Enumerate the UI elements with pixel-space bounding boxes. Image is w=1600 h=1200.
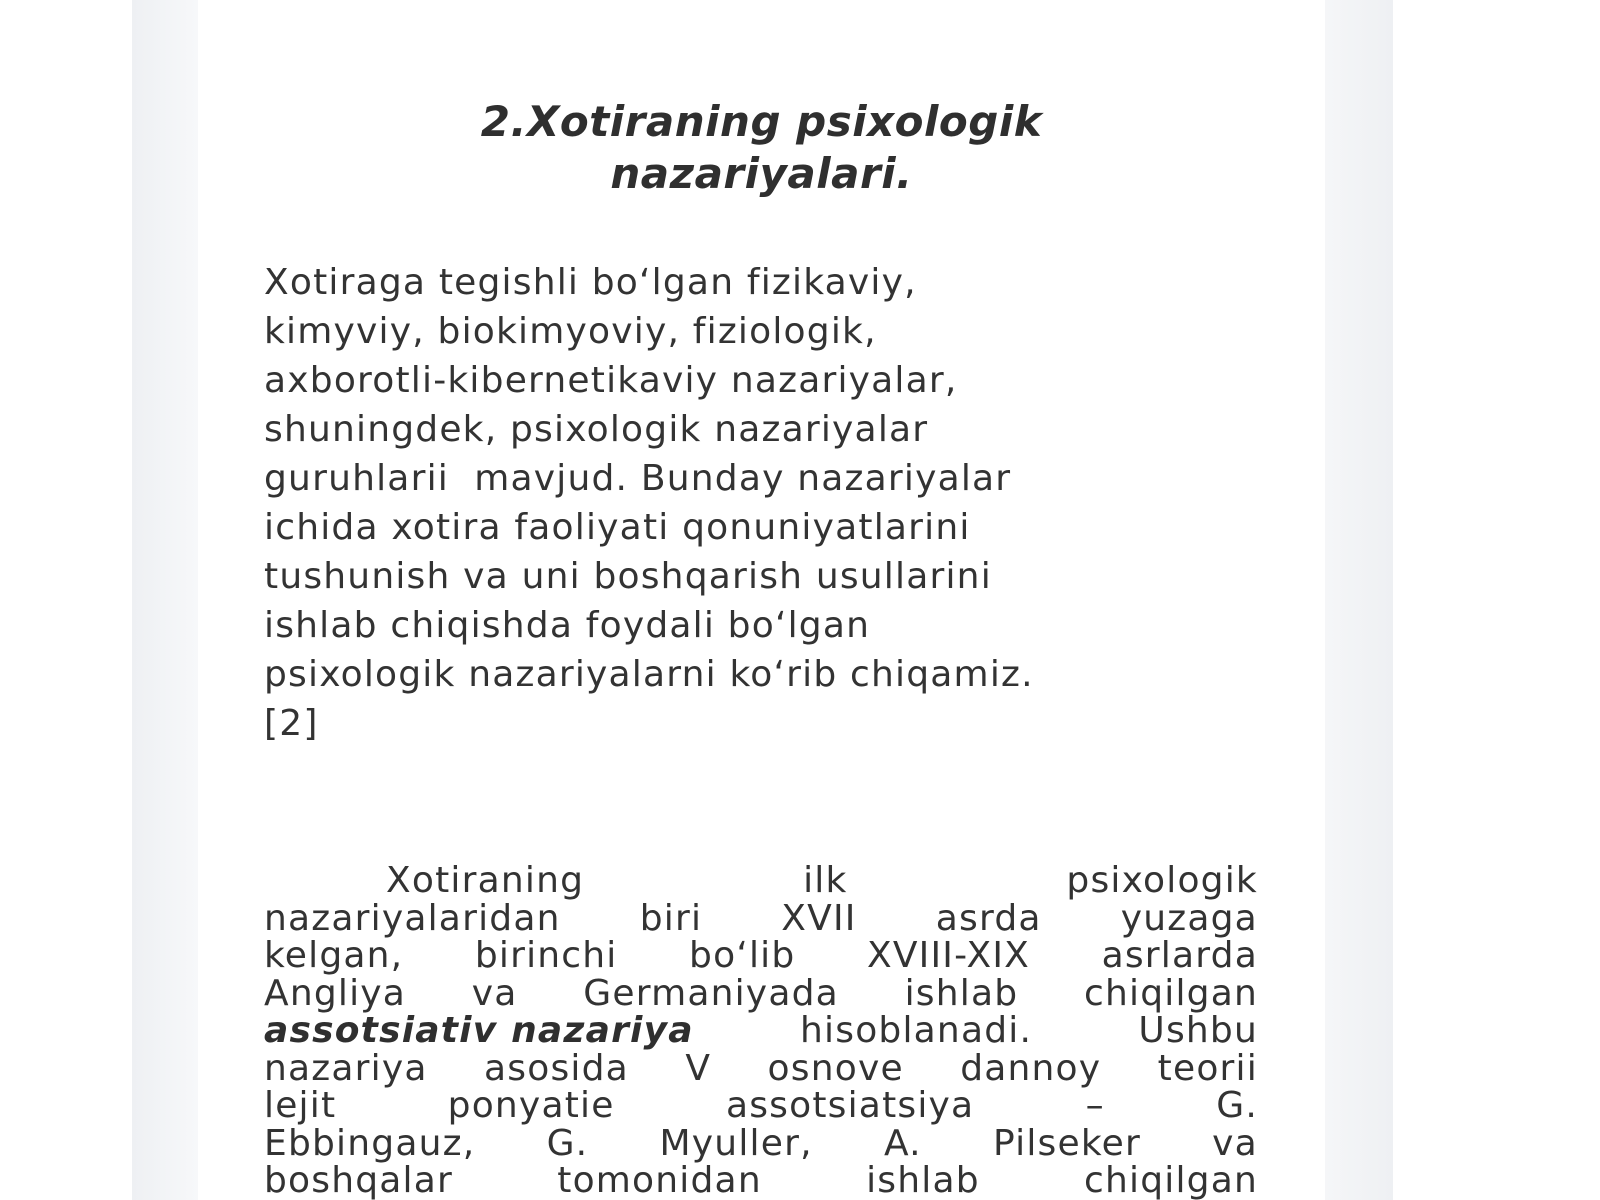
word: va xyxy=(1212,1122,1258,1164)
text-line: Xotiraga tegishli bo‘lgan fizikaviy, xyxy=(264,262,917,303)
word: – xyxy=(1085,1085,1105,1126)
page-shadow-left xyxy=(132,0,198,1200)
word: XVII xyxy=(781,897,857,939)
word: XVIII-XIX xyxy=(866,935,1031,976)
word: boshqalar xyxy=(264,1160,454,1200)
text-line: tushunish va uni boshqarish usullarini xyxy=(264,556,992,597)
word: psixologik xyxy=(1066,860,1258,901)
word: asosida xyxy=(484,1047,629,1089)
text-line: shuningdek, psixologik nazariyalar xyxy=(264,409,929,450)
word: Ushbu xyxy=(1138,1010,1258,1051)
text-line: psixologik nazariyalarni ko‘rib chiqamiz. xyxy=(264,654,1034,695)
word: bo‘lib xyxy=(689,935,796,976)
word: V xyxy=(685,1047,712,1089)
text-line: axborotli-kibernetikaviy nazariyalar, xyxy=(264,360,958,401)
word: ponyatie xyxy=(447,1085,615,1126)
word: va xyxy=(471,972,518,1014)
word: birinchi xyxy=(474,935,618,976)
section-title xyxy=(198,96,1325,200)
text-line: kimyviy, biokimyoviy, fiziologik, xyxy=(264,311,877,352)
word: kelgan, xyxy=(264,935,404,976)
word: Myuller, xyxy=(659,1122,813,1164)
text-line xyxy=(264,937,1258,975)
word: yuzaga xyxy=(1120,897,1258,939)
emphasized-term: assotsiativ nazariya xyxy=(264,1010,694,1051)
text-line xyxy=(264,1162,1258,1200)
word: Germaniyada xyxy=(583,972,839,1014)
title-line: nazariyalari. xyxy=(610,149,913,198)
word: G. xyxy=(546,1122,589,1164)
text-line: ichida xotira faoliyati qonuniyatlarini xyxy=(264,507,971,548)
word: chiqilgan xyxy=(1084,972,1258,1014)
word: G. xyxy=(1216,1085,1258,1126)
word: dannoy xyxy=(960,1047,1102,1089)
word: asrlarda xyxy=(1101,935,1258,976)
word: Ebbingauz, xyxy=(264,1122,476,1164)
page-shadow-right xyxy=(1325,0,1393,1200)
word: ishlab xyxy=(904,972,1019,1014)
word: Angliya xyxy=(264,972,407,1014)
word: asrda xyxy=(935,897,1042,939)
word: lejit xyxy=(264,1085,337,1126)
text-line xyxy=(264,1012,1258,1050)
text-line xyxy=(264,897,1258,939)
word: assotsiatsiya xyxy=(725,1085,975,1126)
word: biri xyxy=(639,897,703,939)
word: ilk xyxy=(803,860,848,901)
document-page xyxy=(198,0,1325,1200)
word: nazariya xyxy=(264,1047,428,1089)
title-line: 2.Xotiraning psixologik xyxy=(480,97,1043,146)
word: chiqilgan xyxy=(1083,1160,1258,1200)
word: hisoblanadi. xyxy=(800,1010,1033,1051)
word: Xotiraning xyxy=(386,860,585,901)
word: Pilseker xyxy=(993,1122,1141,1164)
text-line xyxy=(264,1122,1258,1164)
text-line xyxy=(264,1087,1258,1125)
word: nazariyalaridan xyxy=(264,897,561,939)
citation-ref: [2] xyxy=(264,703,319,744)
word: tomonidan xyxy=(557,1160,762,1200)
text-line: guruhlarii mavjud. Bunday nazariyalar xyxy=(264,458,1012,499)
text-line xyxy=(264,972,1258,1014)
word: teorii xyxy=(1157,1047,1258,1089)
word: ishlab xyxy=(866,1160,980,1200)
text-line xyxy=(264,862,1258,900)
text-line xyxy=(264,1047,1258,1089)
text-line: ishlab chiqishda foydali bo‘lgan xyxy=(264,605,871,646)
word: A. xyxy=(883,1122,922,1164)
justified-paragraph xyxy=(264,862,1258,1200)
word: osnove xyxy=(767,1047,904,1089)
intro-paragraph xyxy=(264,258,1244,748)
